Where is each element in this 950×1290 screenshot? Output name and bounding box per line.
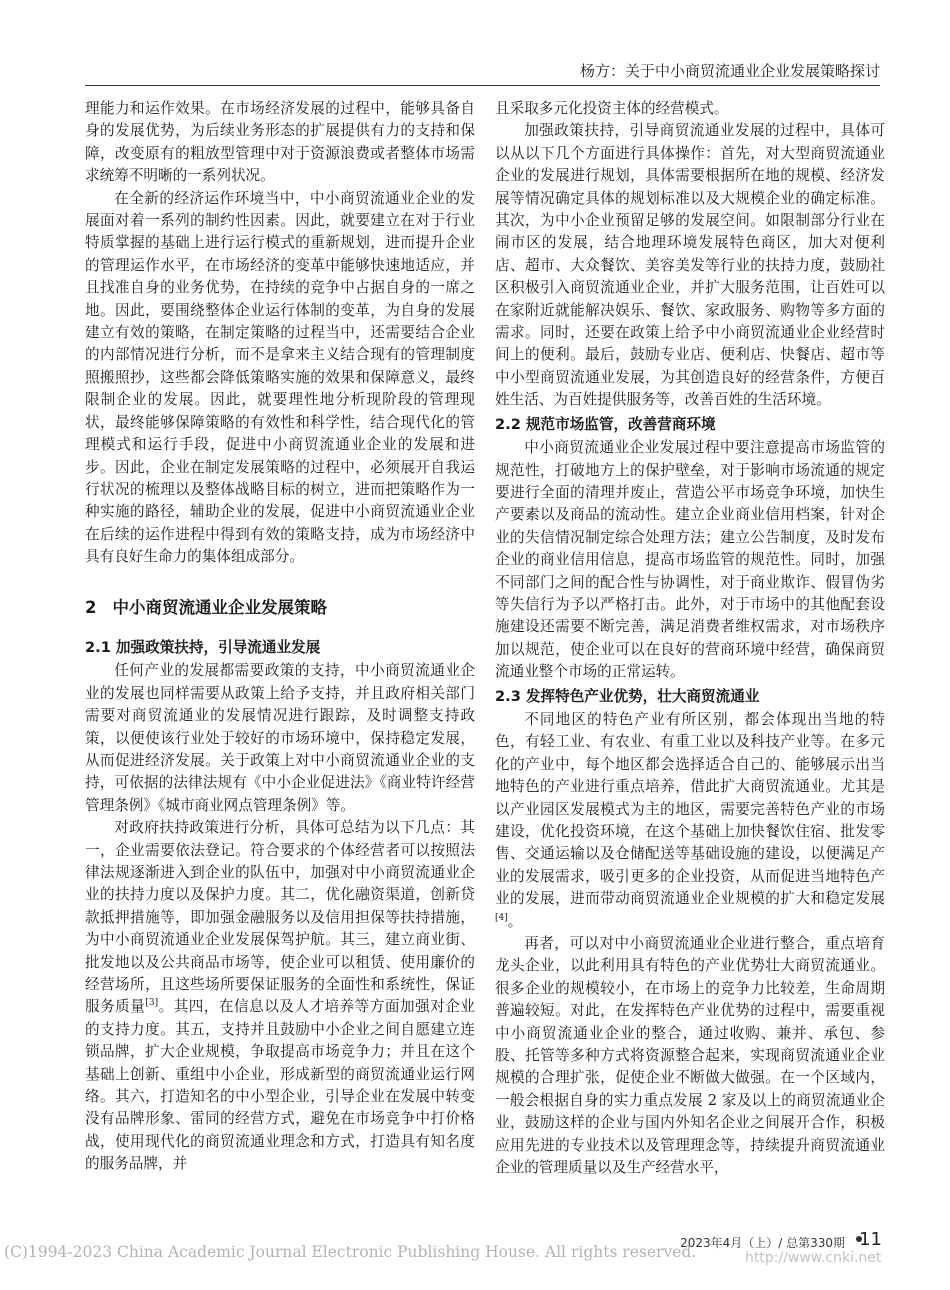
page-number: 11 (859, 1229, 882, 1250)
paragraph: 再者，可以对中小商贸流通业企业进行整合，重点培育龙头企业，以此利用具有特色的产业优势壮大商贸流通业。很多企业的规模较小，在市场上的竞争力比较差，生命周期普遍较短。对此，在发挥特色产业优势的过程中，需要重视中小商贸流通业企业的整合，通过收购、兼并、承包、参股、托管等多种方式将资源整合起来，实现商贸流通业企业规模的合理扩张，促使企业不断做大做强。在一个区域内，一般会根据自身的实力重点发展 2 家及以上的商贸流通业企业，鼓励这样的企业与国内外知名企业之间展开合作，积极应用先进的专业技术以及管理理念等，持续提升商贸流通业企业的管理质量以及生产经营水平， (495, 935, 885, 1177)
header-rule (85, 85, 880, 86)
subsection-heading: 2.1 加强政策扶持，引导流通业发展 (85, 638, 321, 656)
paragraph: 且采取多元化投资主体的经营模式。 (495, 100, 729, 117)
paragraph: 理能力和运作效果。在市场经济发展的过程中，能够具备自身的发展优势，为后续业务形态的扩展提供有力的支持和保障，改变原有的粗放型管理中对于资源浪费或者整体市场需求统筹不明晰的一系列状况。 (85, 100, 475, 185)
section-title: 中小商贸流通业企业发展策略 (112, 597, 327, 617)
paragraph (495, 709, 885, 933)
subsection-heading: 2.2 规范市场监管，改善营商环境 (495, 415, 716, 433)
watermark: (C)1994-2023 China Academic Journal Electronic Publishing House. All rights reserved. (4, 1243, 697, 1261)
section-heading (85, 597, 475, 619)
left-column (85, 98, 475, 1176)
paragraph: 任何产业的发展都需要政策的支持，中小商贸流通业企业的发展也同样需要从政策上给予支持，并且政府相关部门需要对商贸流通业的发展情况进行跟踪，及时调整支持政策，以便使该行业处于较好的市场环境中，保持稳定发展，从而促进经济发展。关于政策上对中小商贸流通业企业的支持，可依据的法律法规有《中小企业促进法》《商业特许经营管理条例》《城市商业网点管理条例》等。 (85, 662, 475, 814)
paragraph-text: 。其四，在信息以及人才培养等方面加强对企业的支持力度。其五，支持并且鼓励中小企业之间自愿建立连锁品牌，扩大企业规模，争取提高市场竞争力；并且在这个基础上创新、重组中小企业，形成新型的商贸流通业运行网络。其六，打造知名的中小型企业，引导企业在发展中转变没有品牌形象、雷同的经营方式，避免在市场竞争中打价格战，使用现代化的商贸流通业理念和方式，打造具有知名度的服务品牌，并 (85, 998, 475, 1173)
paragraph-text: 。 (507, 912, 523, 930)
paragraph: 加强政策扶持，引导商贸流通业发展的过程中，具体可以从以下几个方面进行具体操作：首先，对大型商贸流通业企业的发展进行规划，具体需要根据所在地的规模、经济发展等情况确定具体的规划标准以及大规模企业的确定标准。其次，为中小企业预留足够的发展空间。如限制部分行业在闹市区的发展，结合地理环境发展特色商区，加大对便利店、超市、大众餐饮、美容美发等行业的扶持力度，鼓励社区积极引入商贸流通业企业，并扩大服务范围，让百姓可以在家附近就能解决娱乐、餐饮、家政服务、购物等多方面的需求。同时，还要在政策上给予中小商贸流通业企业经营时间上的便利。最后，鼓励专业店、便利店、快餐店、超市等中小型商贸流通业发展，为其创造良好的经营条件，方便百姓生活、为百姓提供服务等，改善百姓的生活环境。 (495, 122, 885, 409)
paragraph-text: 对政府扶持政策进行分析，具体可总结为以下几点：其一，企业需要依法登记。符合要求的个体经营者可以按照法律法规逐渐进入到企业的队伍中，加强对中小商贸流通业企业的扶持力度以及保护力度。其二，优化融资渠道，创新贷款抵押措施等，即加强金融服务以及信用担保等扶持措施，为中小商贸流通业企业发展保驾护航。其三，建立商业街、批发地以及公共商品市场等，使企业可以租赁、使用廉价的经营场所，且这些场所要保证服务的全面性和系统性，保证服务质量 (85, 819, 475, 1016)
watermark-url: http://www.cnki.net (745, 1250, 882, 1266)
running-head: 杨方：关于中小商贸流通业企业发展策略探讨 (579, 62, 880, 80)
paragraph: 在全新的经济运作环境当中，中小商贸流通业企业的发展面对着一系列的制约性因素。因此，就要建立在对于行业特质掌握的基础上进行运行模式的重新规划，进而提升企业的管理运作水平，在市场经济的变革中能够快速地适应，并且找准自身的业务优势，在持续的竞争中占据自身的一席之地。因此，要围绕整体企业运行体制的变革，为自身的发展建立有效的策略，在制定策略的过程当中，还需要结合企业的内部情况进行分析，而不是拿来主义结合现有的管理制度照搬照抄，这些都会降低策略实施的效果和保障意义，最终限制企业的发展。因此，就要理性地分析现阶段的管理现状，最终能够保障策略的有效性和科学性，结合现代化的管理模式和运行手段，促进中小商贸流通业企业的发展和进步。因此，企业在制定发展策略的过程中，必须展开自我运行状况的梳理以及整体战略目标的树立，进而把策略作为一种实施的路径，辅助企业的发展，促进中小商贸流通业企业在后续的运作进程中得到有效的策略支持，成为市场经济中具有良好生命力的集体组成部分。 (85, 189, 475, 566)
citation: [3] (145, 998, 159, 1009)
citation: [4] (495, 912, 508, 923)
paragraph: 中小商贸流通业企业发展过程中要注意提高市场监管的规范性，打破地方上的保护壁垒，对于影响市场流通的规定要进行全面的清理并废止，营造公平市场竞争环境，加快生产要素以及商品的流动性。建立企业商业信用档案，针对企业的失信情况制定综合处理方法；建立公告制度，及时发布企业的商业信用信息，提高市场监管的规范性。同时，加强不同部门之间的配合性与协调性，对于商业欺诈、假冒伪劣等失信行为予以严格打击。此外，对于市场中的其他配套设施建设还需要不断完善，满足消费者维权需求，对市场秩序加以规范，使企业可以在良好的营商环境中经营，确保商贸流通业整个市场的正常运转。 (495, 439, 885, 681)
issue-info: 2023年4月（上）/ 总第330期 (680, 1236, 845, 1250)
paragraph (85, 817, 475, 1176)
subsection-heading: 2.3 发挥特色产业优势，壮大商贸流通业 (495, 687, 760, 705)
paragraph-text: 不同地区的特色产业有所区别，都会体现出当地的特色，有轻工业、有农业、有重工业以及科技产业等。在多元化的产业中，每个地区都会选择适合自己的、能够展示出当地特色的产业进行重点培养，借此扩大商贸流通业。尤其是以产业园区发展模式为主的地区，需要完善特色产业的市场建设，优化投资环境，在这个基础上加快餐饮住宿、批发零售、交通运输以及仓储配送等基础设施的建设，以便满足产业的发展需求，吸引更多的企业投资，从而促进当地特色产业的发展，进而带动商贸流通业企业规模的扩大和稳定发展 (495, 710, 885, 908)
right-column (495, 98, 885, 1180)
section-number: 2 (85, 597, 97, 617)
